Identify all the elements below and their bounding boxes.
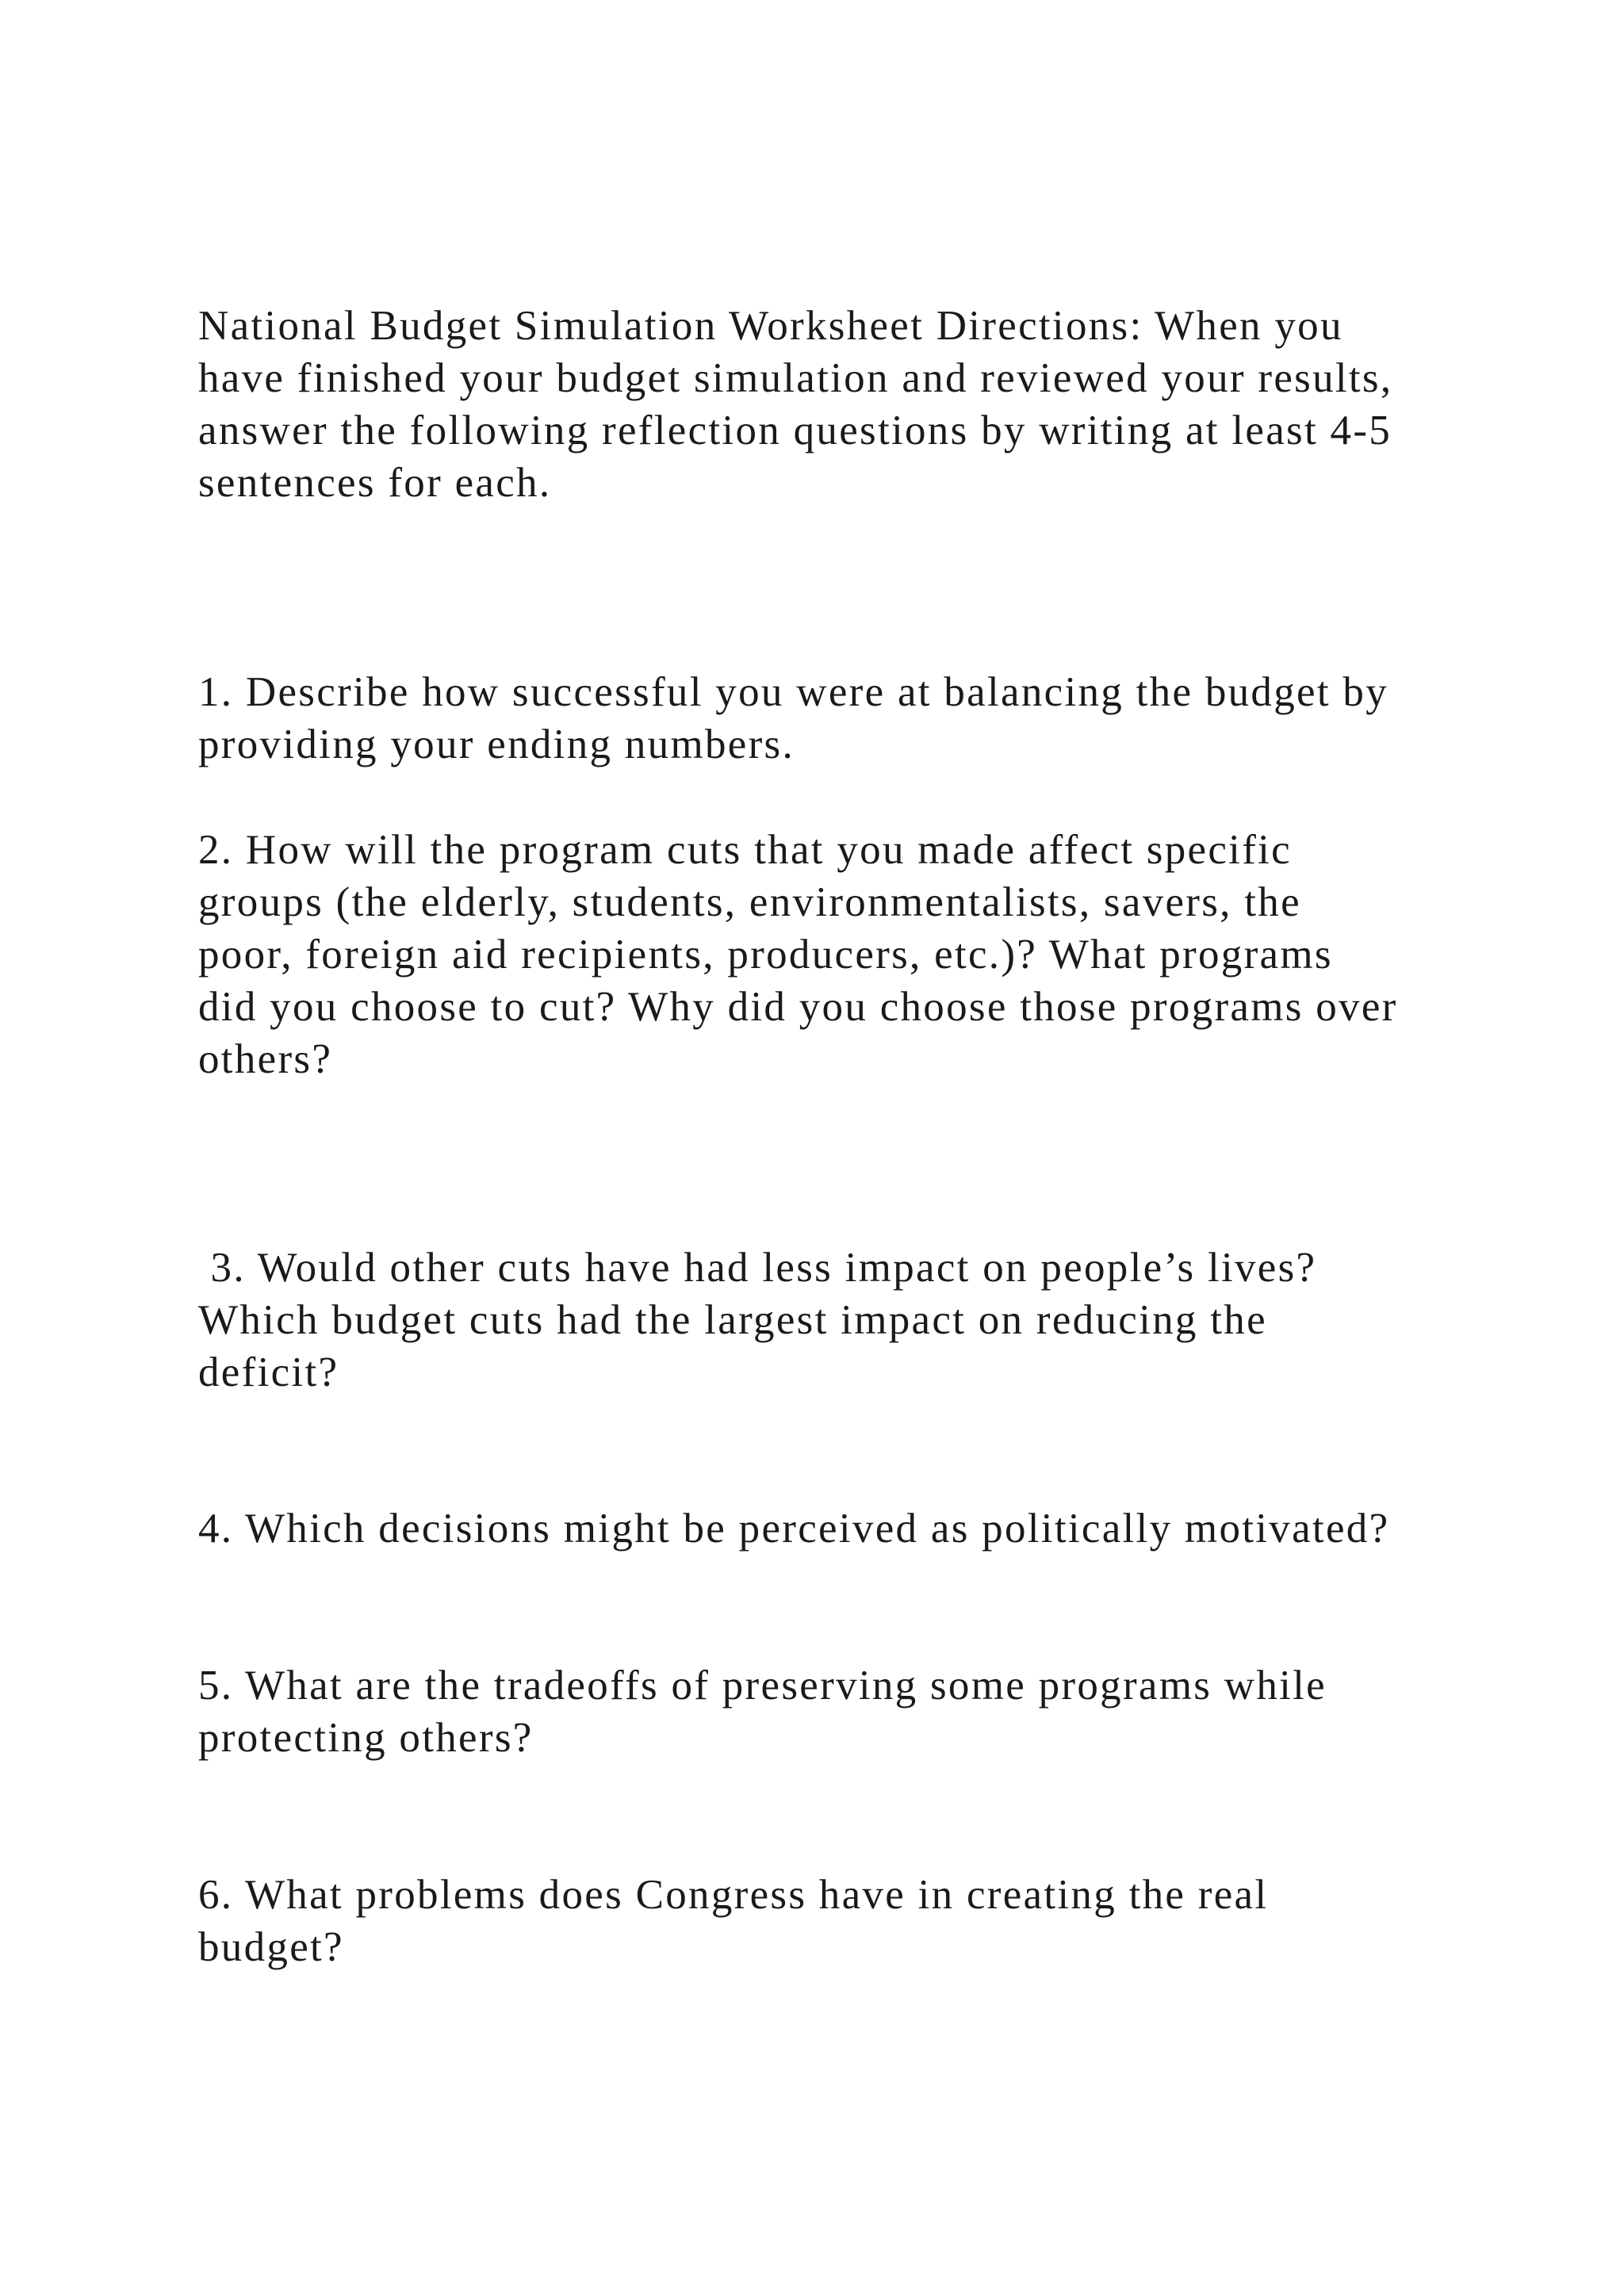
question-2: 2. How will the program cuts that you made affect specific groups (the elderly, students, environmentalists, savers, the poor, foreign aid recipients, producers, etc.)? What programs did you choose to cut? Why did you choose those programs over others? [198, 827, 1398, 1082]
question-3: 3. Would other cuts have had less impact on people’s lives? Which budget cuts had the largest impact on reducing the deficit? [198, 1245, 1317, 1395]
worksheet-directions: National Budget Simulation Worksheet Directions: When you have finished your budget simulation and reviewed your results, answer the following reflection questions by writing at least 4-5 sentences for each. [198, 303, 1393, 506]
question-4: 4. Which decisions might be perceived as politically motivated? [198, 1506, 1390, 1552]
question-5: 5. What are the tradeoffs of preserving some programs while protecting others? [198, 1663, 1327, 1761]
question-1: 1. Describe how successful you were at balancing the budget by providing your ending numbers. [198, 669, 1389, 767]
question-6: 6. What problems does Congress have in creating the real budget? [198, 1872, 1269, 1970]
